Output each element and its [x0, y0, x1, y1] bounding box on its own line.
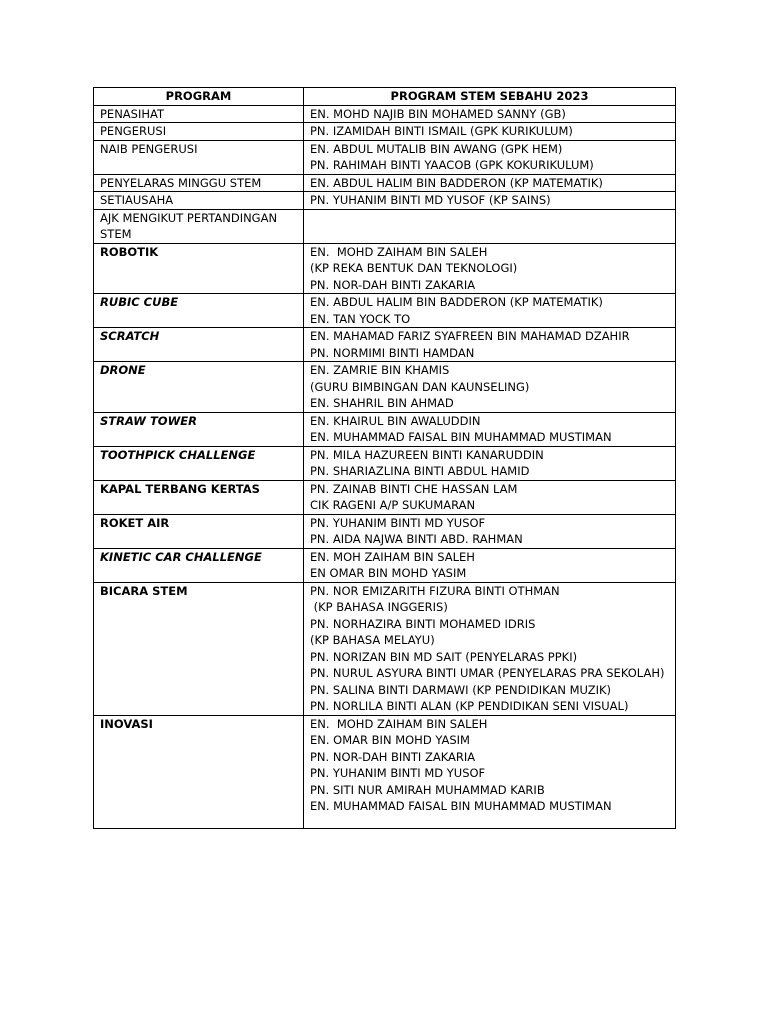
member-name: EN. OMAR BIN MOHD YASIM [310, 733, 470, 747]
member-name: EN. MAHAMAD FARIZ SYAFREEN BIN MAHAMAD DZAHIR [310, 329, 630, 343]
member-name: PN. MILA HAZUREEN BINTI KANARUDDIN [310, 447, 544, 462]
member-name: EN. ABDUL HALIM BIN BADDERON (KP MATEMATIK) [310, 295, 603, 309]
members-cell [304, 582, 676, 715]
table-row [94, 582, 676, 715]
members-cell [304, 140, 676, 174]
member-name: PN. NORLILA BINTI ALAN (KP PENDIDIKAN SENI VISUAL) [310, 699, 629, 713]
member-name: PN. NOR-DAH BINTI ZAKARIA [310, 749, 476, 764]
member-name: PN. SHARIAZLINA BINTI ABDUL HAMID [310, 464, 530, 478]
table-row [94, 548, 676, 582]
program-cell: NAIB PENGERUSI [94, 140, 304, 174]
table-row [94, 446, 676, 480]
members-cell [304, 548, 676, 582]
member-name: (KP REKA BENTUK DAN TEKNOLOGI) [310, 261, 518, 275]
program-cell: TOOTHPICK CHALLENGE [94, 446, 304, 480]
table-row [94, 715, 676, 828]
table-row [94, 209, 676, 243]
members-cell [304, 209, 676, 243]
program-cell: PENASIHAT [94, 105, 304, 123]
program-cell: BICARA STEM [94, 582, 304, 715]
program-cell: PENGERUSI [94, 123, 304, 141]
members-cell [304, 174, 676, 192]
program-cell: PENYELARAS MINGGU STEM [94, 174, 304, 192]
members-cell [304, 362, 676, 413]
member-name: EN. TAN YOCK TO [310, 311, 411, 326]
table-row [94, 514, 676, 548]
member-name: (GURU BIMBINGAN DAN KAUNSELING) [310, 379, 530, 394]
program-cell: KINETIC CAR CHALLENGE [94, 548, 304, 582]
members-cell [304, 123, 676, 141]
program-cell: SETIAUSAHA [94, 192, 304, 210]
members-cell [304, 446, 676, 480]
members-cell [304, 412, 676, 446]
table-row [94, 328, 676, 362]
member-name: EN. MUHAMMAD FAISAL BIN MUHAMMAD MUSTIMAN [310, 430, 612, 444]
member-name: PN. IZAMIDAH BINTI ISMAIL (GPK KURIKULUM) [310, 124, 573, 138]
member-name: EN. ABDUL MUTALIB BIN AWANG (GPK HEM) [310, 141, 563, 156]
table-row [94, 174, 676, 192]
program-cell: KAPAL TERBANG KERTAS [94, 480, 304, 514]
member-name: PN. ZAINAB BINTI CHE HASSAN LAM [310, 481, 518, 496]
member-name: (KP BAHASA MELAYU) [310, 633, 435, 647]
member-name: PN. NOR-DAH BINTI ZAKARIA [310, 277, 476, 292]
table-body [94, 105, 676, 828]
member-name: EN. MOHD ZAIHAM BIN SALEH [310, 716, 488, 731]
member-name: PN. SITI NUR AMIRAH MUHAMMAD KARIB [310, 782, 545, 797]
header-program-stem: PROGRAM STEM SEBAHU 2023 [304, 88, 676, 106]
member-name: EN. ZAMRIE BIN KHAMIS [310, 363, 450, 377]
member-name: EN. KHAIRUL BIN AWALUDDIN [310, 413, 481, 428]
program-cell: DRONE [94, 362, 304, 413]
members-cell [304, 192, 676, 210]
member-name: PN. NURUL ASYURA BINTI UMAR (PENYELARAS PRA SEKOLAH) [310, 666, 665, 680]
member-name: (KP BAHASA INGGERIS) [310, 600, 448, 614]
member-name: PN. RAHIMAH BINTI YAACOB (GPK KOKURIKULUM) [310, 158, 594, 172]
member-name: PN. YUHANIM BINTI MD YUSOF (KP SAINS) [310, 193, 551, 207]
table-row [94, 362, 676, 413]
member-name: EN. MOHD ZAIHAM BIN SALEH [310, 244, 488, 259]
table-row [94, 243, 676, 294]
program-cell: INOVASI [94, 715, 304, 828]
program-cell: SCRATCH [94, 328, 304, 362]
members-cell [304, 480, 676, 514]
table-row [94, 123, 676, 141]
member-name: PN. NOR EMIZARITH FIZURA BINTI OTHMAN [310, 583, 560, 598]
program-cell: ROKET AIR [94, 514, 304, 548]
table-row [94, 294, 676, 328]
program-cell: AJK MENGIKUT PERTANDINGAN STEM [94, 209, 304, 243]
member-name: PN. NORIZAN BIN MD SAIT (PENYELARAS PPKI) [310, 649, 578, 664]
program-cell: RUBIC CUBE [94, 294, 304, 328]
members-cell [304, 328, 676, 362]
member-name: CIK RAGENI A/P SUKUMARAN [310, 498, 476, 512]
member-name: EN. MUHAMMAD FAISAL BIN MUHAMMAD MUSTIMAN [310, 799, 612, 813]
table-row [94, 140, 676, 174]
table-row [94, 192, 676, 210]
members-cell [304, 715, 676, 828]
member-name: PN. YUHANIM BINTI MD YUSOF [310, 515, 486, 530]
program-cell: ROBOTIK [94, 243, 304, 294]
table-row [94, 105, 676, 123]
table-row [94, 480, 676, 514]
member-name: PN. YUHANIM BINTI MD YUSOF [310, 766, 486, 780]
member-name: EN. MOH ZAIHAM BIN SALEH [310, 549, 475, 564]
member-name: PN. AIDA NAJWA BINTI ABD. RAHMAN [310, 532, 523, 546]
table-row [94, 412, 676, 446]
member-name: EN. SHAHRIL BIN AHMAD [310, 396, 454, 410]
members-cell [304, 105, 676, 123]
member-name: EN. ABDUL HALIM BIN BADDERON (KP MATEMATIK) [310, 175, 603, 190]
members-cell [304, 514, 676, 548]
program-cell: STRAW TOWER [94, 412, 304, 446]
member-name: EN. MOHD NAJIB BIN MOHAMED SANNY (GB) [310, 106, 566, 121]
table-header-row [94, 88, 676, 106]
stem-committee-table [93, 87, 676, 829]
header-program: PROGRAM [94, 88, 304, 106]
members-cell [304, 294, 676, 328]
member-name: EN OMAR BIN MOHD YASIM [310, 566, 467, 580]
member-name: PN. SALINA BINTI DARMAWI (KP PENDIDIKAN MUZIK) [310, 682, 612, 697]
member-name: PN. NORHAZIRA BINTI MOHAMED IDRIS [310, 616, 536, 631]
members-cell [304, 243, 676, 294]
member-name: PN. NORMIMI BINTI HAMDAN [310, 345, 475, 360]
